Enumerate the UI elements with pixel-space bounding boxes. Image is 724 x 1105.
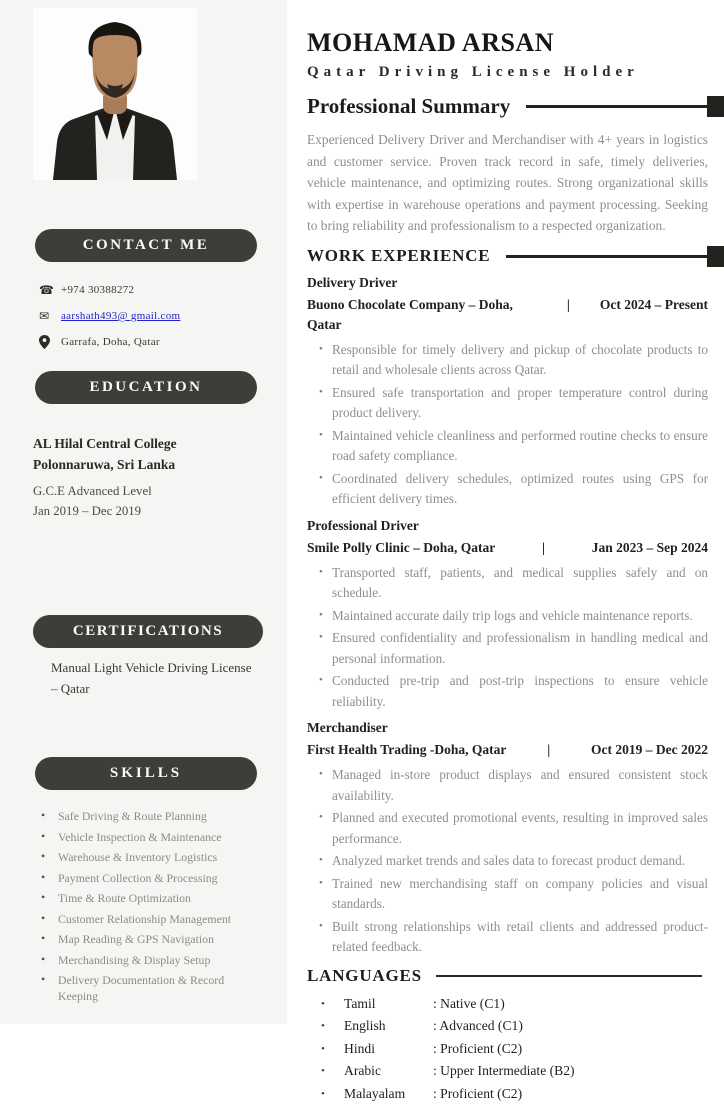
location-text: Garrafa, Doha, Qatar [61,336,160,348]
bullet-icon: • [307,1083,337,1105]
bullet-icon: • [307,993,337,1016]
bullet-icon: • [307,1015,337,1038]
job-separator: | [512,538,575,558]
summary-paragraph: Experienced Delivery Driver and Merchandiser with 4+ years in logistics and customer service. Proven track record in safe, timely deliveries, vehicle maintenance, and optimizing routes. Strong organizational skills with expertise in warehouse operations and payment processing. Seeking to bring reliability and professionalism to a respected organization. [307,129,708,237]
language-row [307,1015,724,1038]
languages-list [307,993,724,1105]
language-level: : Proficient (C2) [433,1038,522,1061]
email-link[interactable]: aarshath493@ gmail.com [61,310,180,322]
language-name: Malayalam [337,1083,433,1105]
experience-heading-text: WORK EXPERIENCE [307,246,490,266]
job-company: First Health Trading -Doha, Qatar [307,740,506,760]
summary-heading-text: Professional Summary [307,94,510,119]
languages-section-heading [307,966,724,986]
language-row [307,1060,724,1083]
profile-photo [33,8,197,180]
job-bullet: • Maintained accurate daily trip logs and vehicle maintenance reports. [319,606,708,627]
job-bullet: • Transported staff, patients, and medical supplies safely and on schedule. [319,563,708,604]
skill-item: • Delivery Documentation & Record Keeping [41,972,259,1004]
contact-list [39,277,259,355]
skill-item: • Customer Relationship Management [41,911,259,927]
skill-item: • Time & Route Optimization [41,890,259,906]
skill-item: • Safe Driving & Route Planning [41,808,259,824]
education-school-location: Polonnaruwa, Sri Lanka [33,454,259,475]
language-name: Arabic [337,1060,433,1083]
skill-item: • Map Reading & GPS Navigation [41,931,259,947]
candidate-name: MOHAMAD ARSAN [307,28,708,58]
candidate-subtitle: Qatar Driving License Holder [307,64,708,81]
job-title: Delivery Driver [307,273,708,292]
email-icon: ✉ [39,309,61,323]
bullet-icon: • [307,1038,337,1061]
job-dates: Oct 2024 – Present [600,295,708,335]
job-title: Merchandiser [307,718,708,737]
job-header [307,538,708,558]
language-level: : Native (C1) [433,993,505,1016]
phone-number: +974 30388272 [61,284,134,296]
heading-rule [436,975,702,977]
certifications-heading: CERTIFICATIONS [33,615,263,648]
summary-section-heading [307,94,724,119]
heading-rule [526,105,707,108]
skill-item: • Warehouse & Inventory Logistics [41,849,259,865]
job-bullet: • Conducted pre-trip and post-trip inspections to ensure vehicle reliability. [319,671,708,712]
skill-item: • Vehicle Inspection & Maintenance [41,829,259,845]
skill-item: • Merchandising & Display Setup [41,952,259,968]
job-header [307,295,708,335]
job-bullet: • Coordinated delivery schedules, optimized routes using GPS for efficient delivery times. [319,469,708,510]
job-bullet: • Managed in-store product displays and ensured consistent stock availability. [319,765,708,806]
education-qualification: G.C.E Advanced Level [33,481,259,501]
language-level: : Upper Intermediate (B2) [433,1060,575,1083]
job-separator: | [537,295,600,335]
job-entry [307,718,708,958]
language-row [307,1083,724,1105]
job-separator: | [517,740,580,760]
job-bullet: • Planned and executed promotional events, resulting in improved sales performance. [319,808,708,849]
language-row [307,1038,724,1061]
skill-item: • Payment Collection & Processing [41,870,259,886]
experience-section-heading [307,246,724,267]
heading-rule-endcap [707,96,724,117]
job-header [307,740,708,760]
education-block [33,433,259,521]
certification-item: Manual Light Vehicle Driving License – Qatar [51,657,259,699]
contact-phone-row [39,277,259,303]
job-bullet-list [319,765,708,958]
education-school: AL Hilal Central College [33,433,259,454]
job-bullet-list [319,563,708,713]
education-dates: Jan 2019 – Dec 2019 [33,501,259,521]
language-row [307,993,724,1016]
language-level: : Advanced (C1) [433,1015,523,1038]
education-heading: EDUCATION [35,371,257,404]
location-pin-icon [39,335,61,349]
language-name: Hindi [337,1038,433,1061]
job-dates: Jan 2023 – Sep 2024 [592,538,708,558]
phone-icon: ☎ [39,283,61,297]
heading-rule-endcap [707,246,724,267]
job-company: Buono Chocolate Company – Doha, Qatar [307,295,537,335]
job-bullet: • Trained new merchandising staff on company policies and visual standards. [319,874,708,915]
contact-email-row [39,303,259,329]
profile-photo-illustration [33,8,197,180]
job-dates: Oct 2019 – Dec 2022 [591,740,708,760]
job-company: Smile Polly Clinic – Doha, Qatar [307,538,495,558]
job-bullet: • Analyzed market trends and sales data to forecast product demand. [319,851,708,872]
job-bullet: • Ensured safe transportation and proper temperature control during product delivery. [319,383,708,424]
skills-heading: SKILLS [35,757,257,790]
job-entry [307,273,708,510]
contact-me-heading: CONTACT ME [35,229,257,262]
job-bullet: • Ensured confidentiality and professionalism in handling medical and personal information. [319,628,708,669]
job-bullet: • Maintained vehicle cleanliness and performed routine checks to ensure road safety compliance. [319,426,708,467]
sidebar [0,0,287,1024]
language-name: English [337,1015,433,1038]
job-title: Professional Driver [307,516,708,535]
languages-heading-text: LANGUAGES [307,966,422,986]
job-bullet: • Responsible for timely delivery and pickup of chocolate products to retail and wholesale clients across Qatar. [319,340,708,381]
skills-list [41,808,259,1004]
contact-location-row [39,329,259,355]
job-bullet-list [319,340,708,510]
job-bullet: • Built strong relationships with retail clients and addressed product-related feedback. [319,917,708,958]
language-name: Tamil [337,993,433,1016]
heading-rule [506,255,707,258]
language-level: : Proficient (C2) [433,1083,522,1105]
main-content [287,0,724,1024]
job-entry [307,516,708,713]
bullet-icon: • [307,1060,337,1083]
